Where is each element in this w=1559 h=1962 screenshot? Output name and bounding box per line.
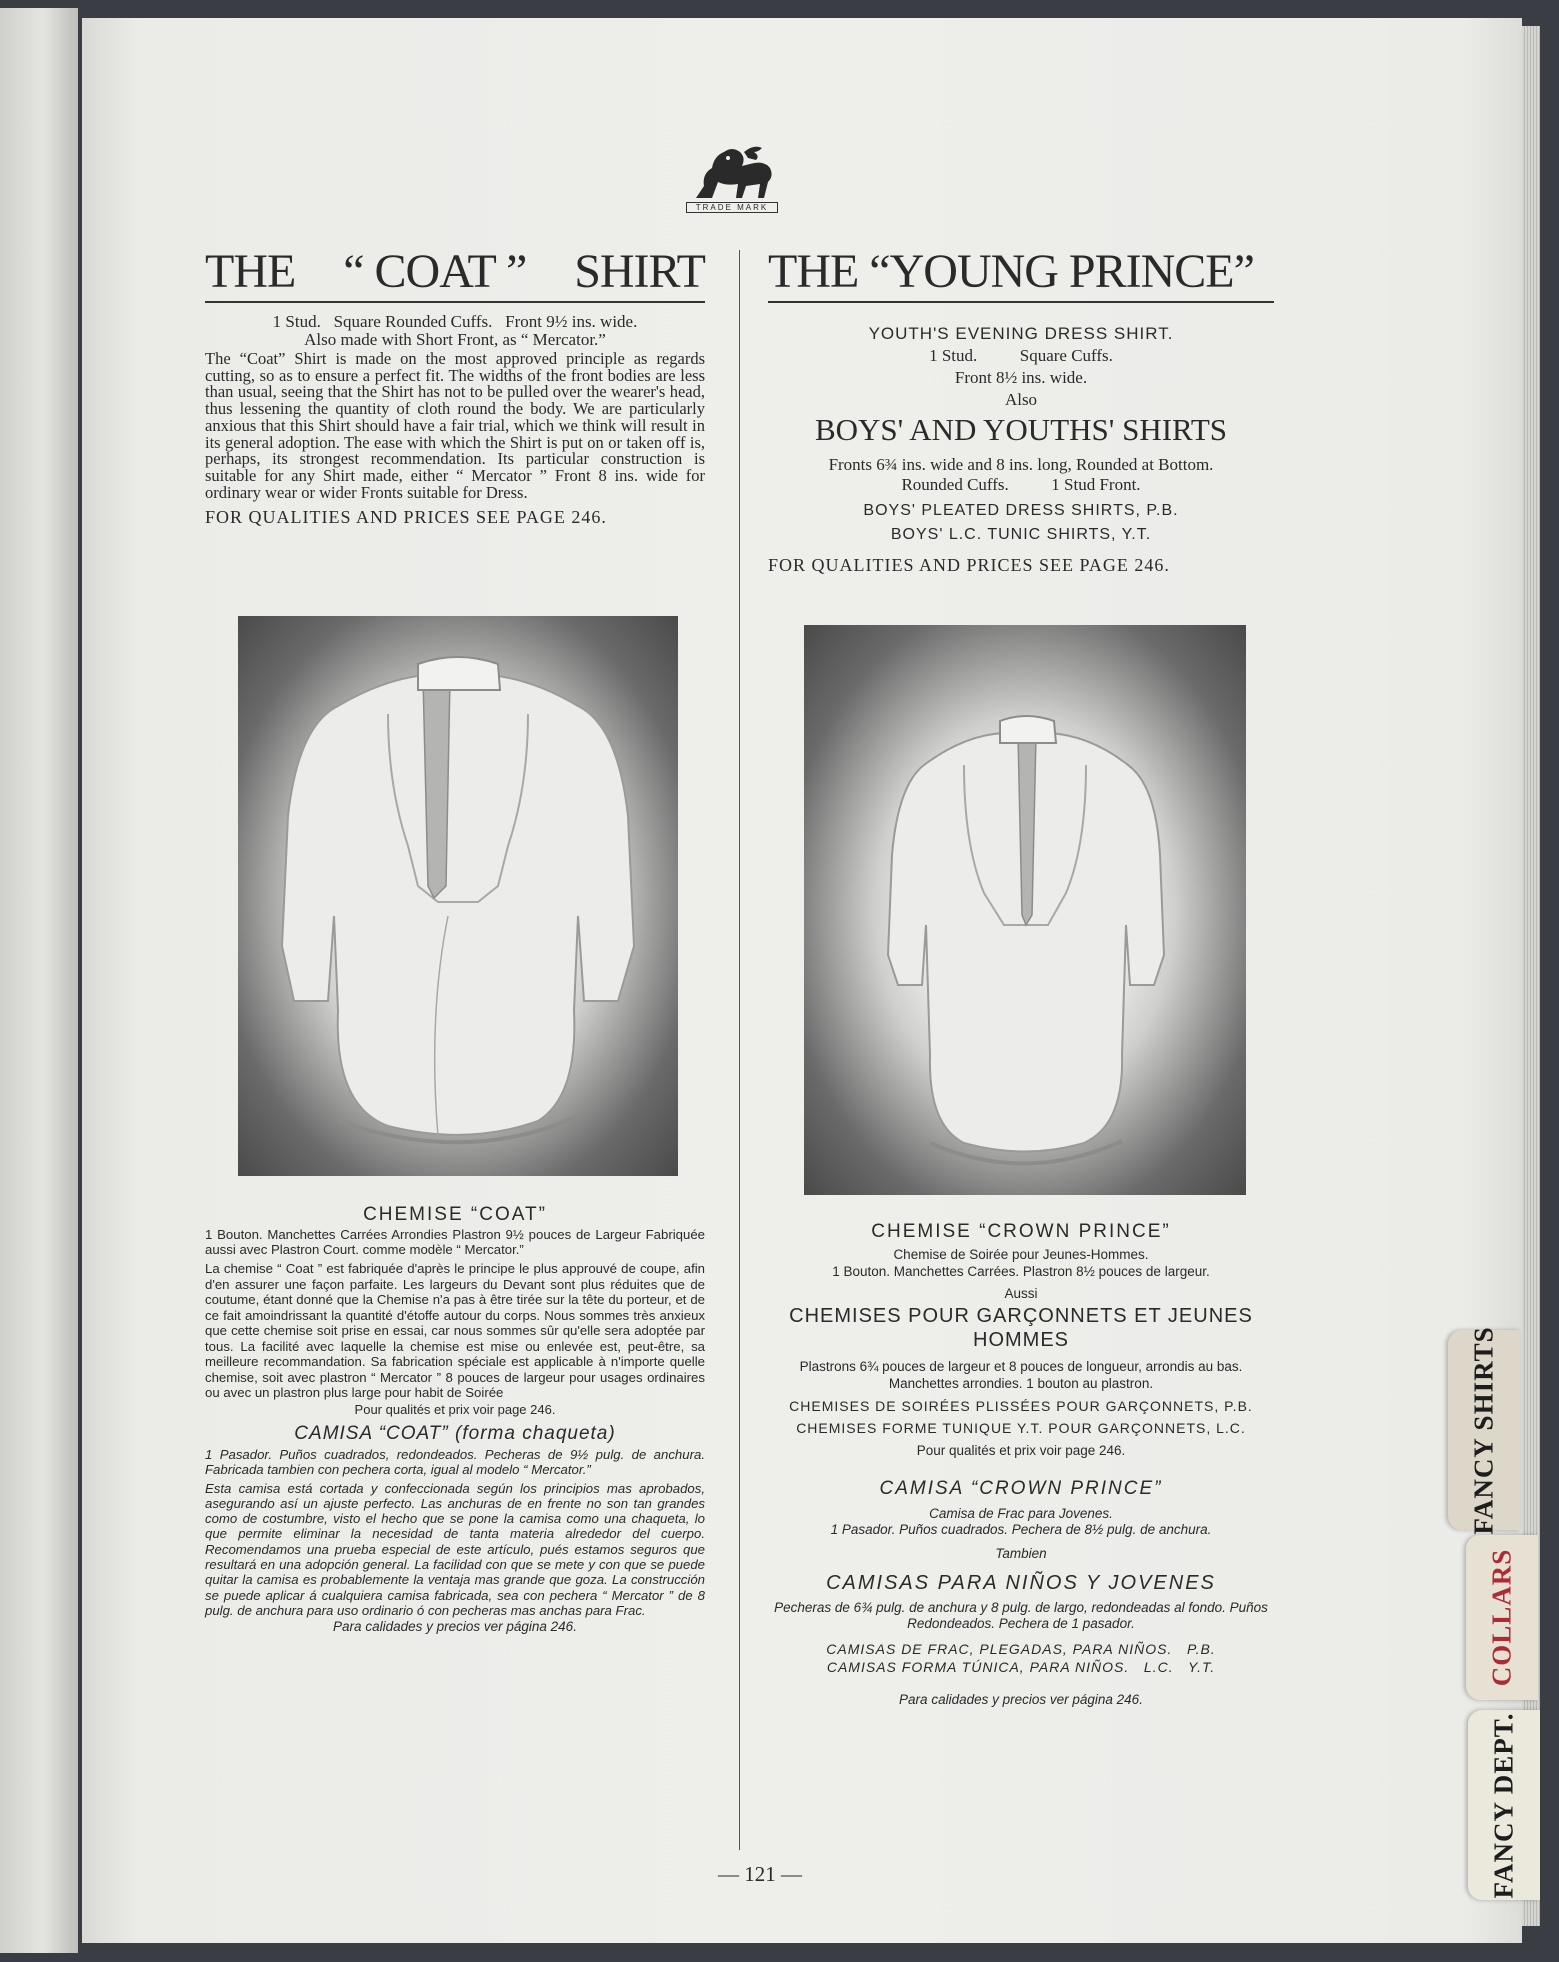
yp-fr-title: CHEMISE “CROWN PRINCE” [871, 1221, 1171, 1242]
yp-fr-pleated: CHEMISES DE SOIRÉES PLISSÉES POUR GARÇONNETS, P.B. [789, 1398, 1253, 1414]
shirt-illustration [238, 616, 678, 1176]
coat-spec-line1: 1 Stud. Square Rounded Cuffs. Front 9½ ins. wide. [272, 312, 638, 331]
tab-collars-label: COLLARS [1486, 1548, 1517, 1687]
coat-fr-title: CHEMISE “COAT” [363, 1204, 547, 1225]
coat-es-title: CAMISA “COAT” (forma chaqueta) [294, 1422, 616, 1444]
yp-es-tunic: CAMISAS FORMA TÚNICA, PARA NIÑOS. L.C. Y.T. [826, 1659, 1216, 1675]
tab-fancy-dept-label: FANCY DEPT. [1488, 1712, 1519, 1898]
column-divider [739, 250, 740, 1850]
yp-fronts-line1: Fronts 6¾ ins. wide and 8 ins. long, Rounded at Bottom. [828, 455, 1214, 474]
yp-es-title: CAMISA “CROWN PRINCE” [879, 1478, 1163, 1499]
lion-icon [684, 142, 780, 202]
coat-fr-see: Pour qualités et prix voir page 246. [354, 1401, 556, 1417]
yp-line1: YOUTH'S EVENING DRESS SHIRT. [868, 324, 1174, 343]
coat-shirt-photo [238, 616, 678, 1176]
yp-es-sub: CAMISAS PARA NIÑOS Y JOVENES [826, 1572, 1216, 1594]
yp-see-page: FOR QUALITIES AND PRICES SEE PAGE 246. [768, 555, 1170, 575]
coat-shirt-title [205, 245, 705, 303]
tab-collars[interactable] [1466, 1535, 1538, 1700]
coat-fr-desc: La chemise “ Coat ” est fabriquée d'après le principe le plus approuvé de coupe, afin d'en assurer une façon parfaite. Les largeurs du Devant sont plus réduites que de coutume, étant donné que la Chemise n'a pas à être tirée sur la tête du porteur, et de ce fait amoindrissant la quantité d'étoffe autour du corps. Nous sommes très anxieux que cette chemise soit prise en essai, car nous sommes sûr qu'elle sera adoptée par tous. La facilité avec laquelle la chemise est mise ou enlevée est, peut-être, sa meilleure recommandation. Sa fabrication spéciale est applicable à n'importe quelle chemise, soit avec plastron “ Mercator ” 8 pouces de largeur pour usages ordinaires ou avec un plastron plus large pour habit de Soirée [205, 1261, 705, 1400]
yp-french-section [768, 1220, 1274, 1710]
yp-fr-aussi: Aussi [1004, 1286, 1038, 1301]
shirt-illustration [804, 625, 1246, 1195]
yp-fr-plastrons: Plastrons 6¾ pouces de largeur et 8 pouces de longueur, arrondis au bas. Manchettes arrondies. 1 bouton au plastron. [799, 1359, 1243, 1391]
yp-es-line2: 1 Pasador. Puños cuadrados. Pechera de 8½ pulg. de anchura. [830, 1522, 1212, 1537]
yp-subtitle: BOYS' AND YOUTHS' SHIRTS [814, 412, 1228, 447]
coat-spec-line2: Also made with Short Front, as “ Mercator.” [304, 330, 606, 349]
facing-page-edge [0, 8, 78, 1953]
yp-fr-line1: Chemise de Soirée pour Jeunes-Hommes. [893, 1247, 1149, 1262]
yp-fronts-line2: Rounded Cuffs. 1 Stud Front. [901, 475, 1141, 494]
tab-fancy-dept[interactable] [1468, 1710, 1540, 1900]
yp-fr-tunic: CHEMISES FORME TUNIQUE Y.T. POUR GARÇONNETS, L.C. [796, 1420, 1246, 1436]
yp-fr-see: Pour qualités et prix voir page 246. [916, 1443, 1126, 1458]
coat-see-page: FOR QUALITIES AND PRICES SEE PAGE 246. [205, 507, 607, 528]
yp-line3: Front 8½ ins. wide. [954, 368, 1088, 387]
yp-es-line1: Camisa de Frac para Jovenes. [929, 1506, 1113, 1521]
yp-es-pecheras: Pecheras de 6¾ pulg. de anchura y 8 pulg. de largo, redondeadas al fondo. Puños Redondeados. Pechera de 1 pasador. [774, 1600, 1268, 1631]
young-prince-title: THE “YOUNG PRINCE” [768, 245, 1274, 303]
title-word-the: THE [205, 245, 296, 298]
trademark-logo [684, 142, 780, 218]
coat-es-desc: Esta camisa está cortada y confeccionada según los principios mas aprobados, asegurando así un ajuste perfecto. Las anchuras de en frente no son tan grandes como de costumbre, visto el hecho que se pone la camisa como una chaqueta, lo que permite eliminar la necesidad de tanta materia alrededor del cuerpo. Recomendamos una prueba especial de este artículo, pués estamos seguros que resultará en una adopción general. La facilidad con que se mete y con que se puede quitar la camisa es probablemente la ventaja mas grande que goza. La construcción se puede aplicar á cualquiera camisa fabricada, sea con pechera “ Mercator ” de 8 pulg. de anchura para uso ordinario ó con pecheras mas anchas para Frac. [205, 1480, 705, 1618]
yp-fr-line2: 1 Bouton. Manchettes Carrées. Plastron 8½ pouces de largeur. [832, 1264, 1210, 1279]
yp-tunic: BOYS' L.C. TUNIC SHIRTS, Y.T. [890, 526, 1152, 543]
coat-es-spec: 1 Pasador. Puños cuadrados, redondeados. Pecheras de 9½ pulg. de anchura. Fabricada tambien con pechera corta, igual al modelo “ Mercator.” [205, 1446, 705, 1477]
yp-pleated: BOYS' PLEATED DRESS SHIRTS, P.B. [863, 502, 1179, 519]
yp-line2: 1 Stud. Square Cuffs. [929, 346, 1113, 365]
tab-fancy-shirts[interactable] [1448, 1325, 1520, 1535]
coat-fr-spec: 1 Bouton. Manchettes Carrées Arrondies Plastron 9½ pouces de Largeur Fabriquée aussi avec Plastron Court. comme modèle “ Mercator.” [205, 1227, 705, 1257]
title-word-coat: “ COAT ” [343, 245, 527, 298]
tab-fancy-shirts-label: FANCY SHIRTS [1468, 1325, 1499, 1535]
yp-es-see: Para calidades y precios ver página 246. [899, 1692, 1143, 1707]
young-prince-column [768, 245, 1274, 1707]
young-prince-photo [804, 625, 1246, 1195]
coat-shirt-column [205, 245, 705, 1635]
title-word-shirt: SHIRT [574, 245, 705, 298]
page-number: — 121 — [718, 1862, 802, 1886]
yp-line4: Also [1004, 390, 1038, 409]
coat-description: The “Coat” Shirt is made on the most approved principle as regards cutting, so as to ensure a perfect fit. The widths of the front bodies are less than usual, seeing that the Shirt has not to be pulled over the wearer's head, thus lessening the quantity of cloth round the body. We are particularly anxious that this Shirt should have a fair trial, which we think will result in its general adoption. The ease with which the Shirt is put on or taken off is, perhaps, its strongest recommendation. Its particular construction is suitable for any Shirt made, either “ Mercator ” Front 8 ins. wide for ordinary wear or wider Fronts suitable for Dress. [205, 349, 705, 502]
yp-es-pleated: CAMISAS DE FRAC, PLEGADAS, PARA NIÑOS. P.B. [826, 1641, 1216, 1657]
coat-french-section [205, 1203, 705, 1636]
coat-es-see: Para calidades y precios ver página 246. [333, 1619, 577, 1635]
yp-fr-sub: CHEMISES POUR GARÇONNETS ET JEUNES HOMMES [789, 1305, 1253, 1351]
yp-es-tambien: Tambien [995, 1546, 1047, 1561]
trademark-label: TRADE MARK [686, 202, 778, 213]
